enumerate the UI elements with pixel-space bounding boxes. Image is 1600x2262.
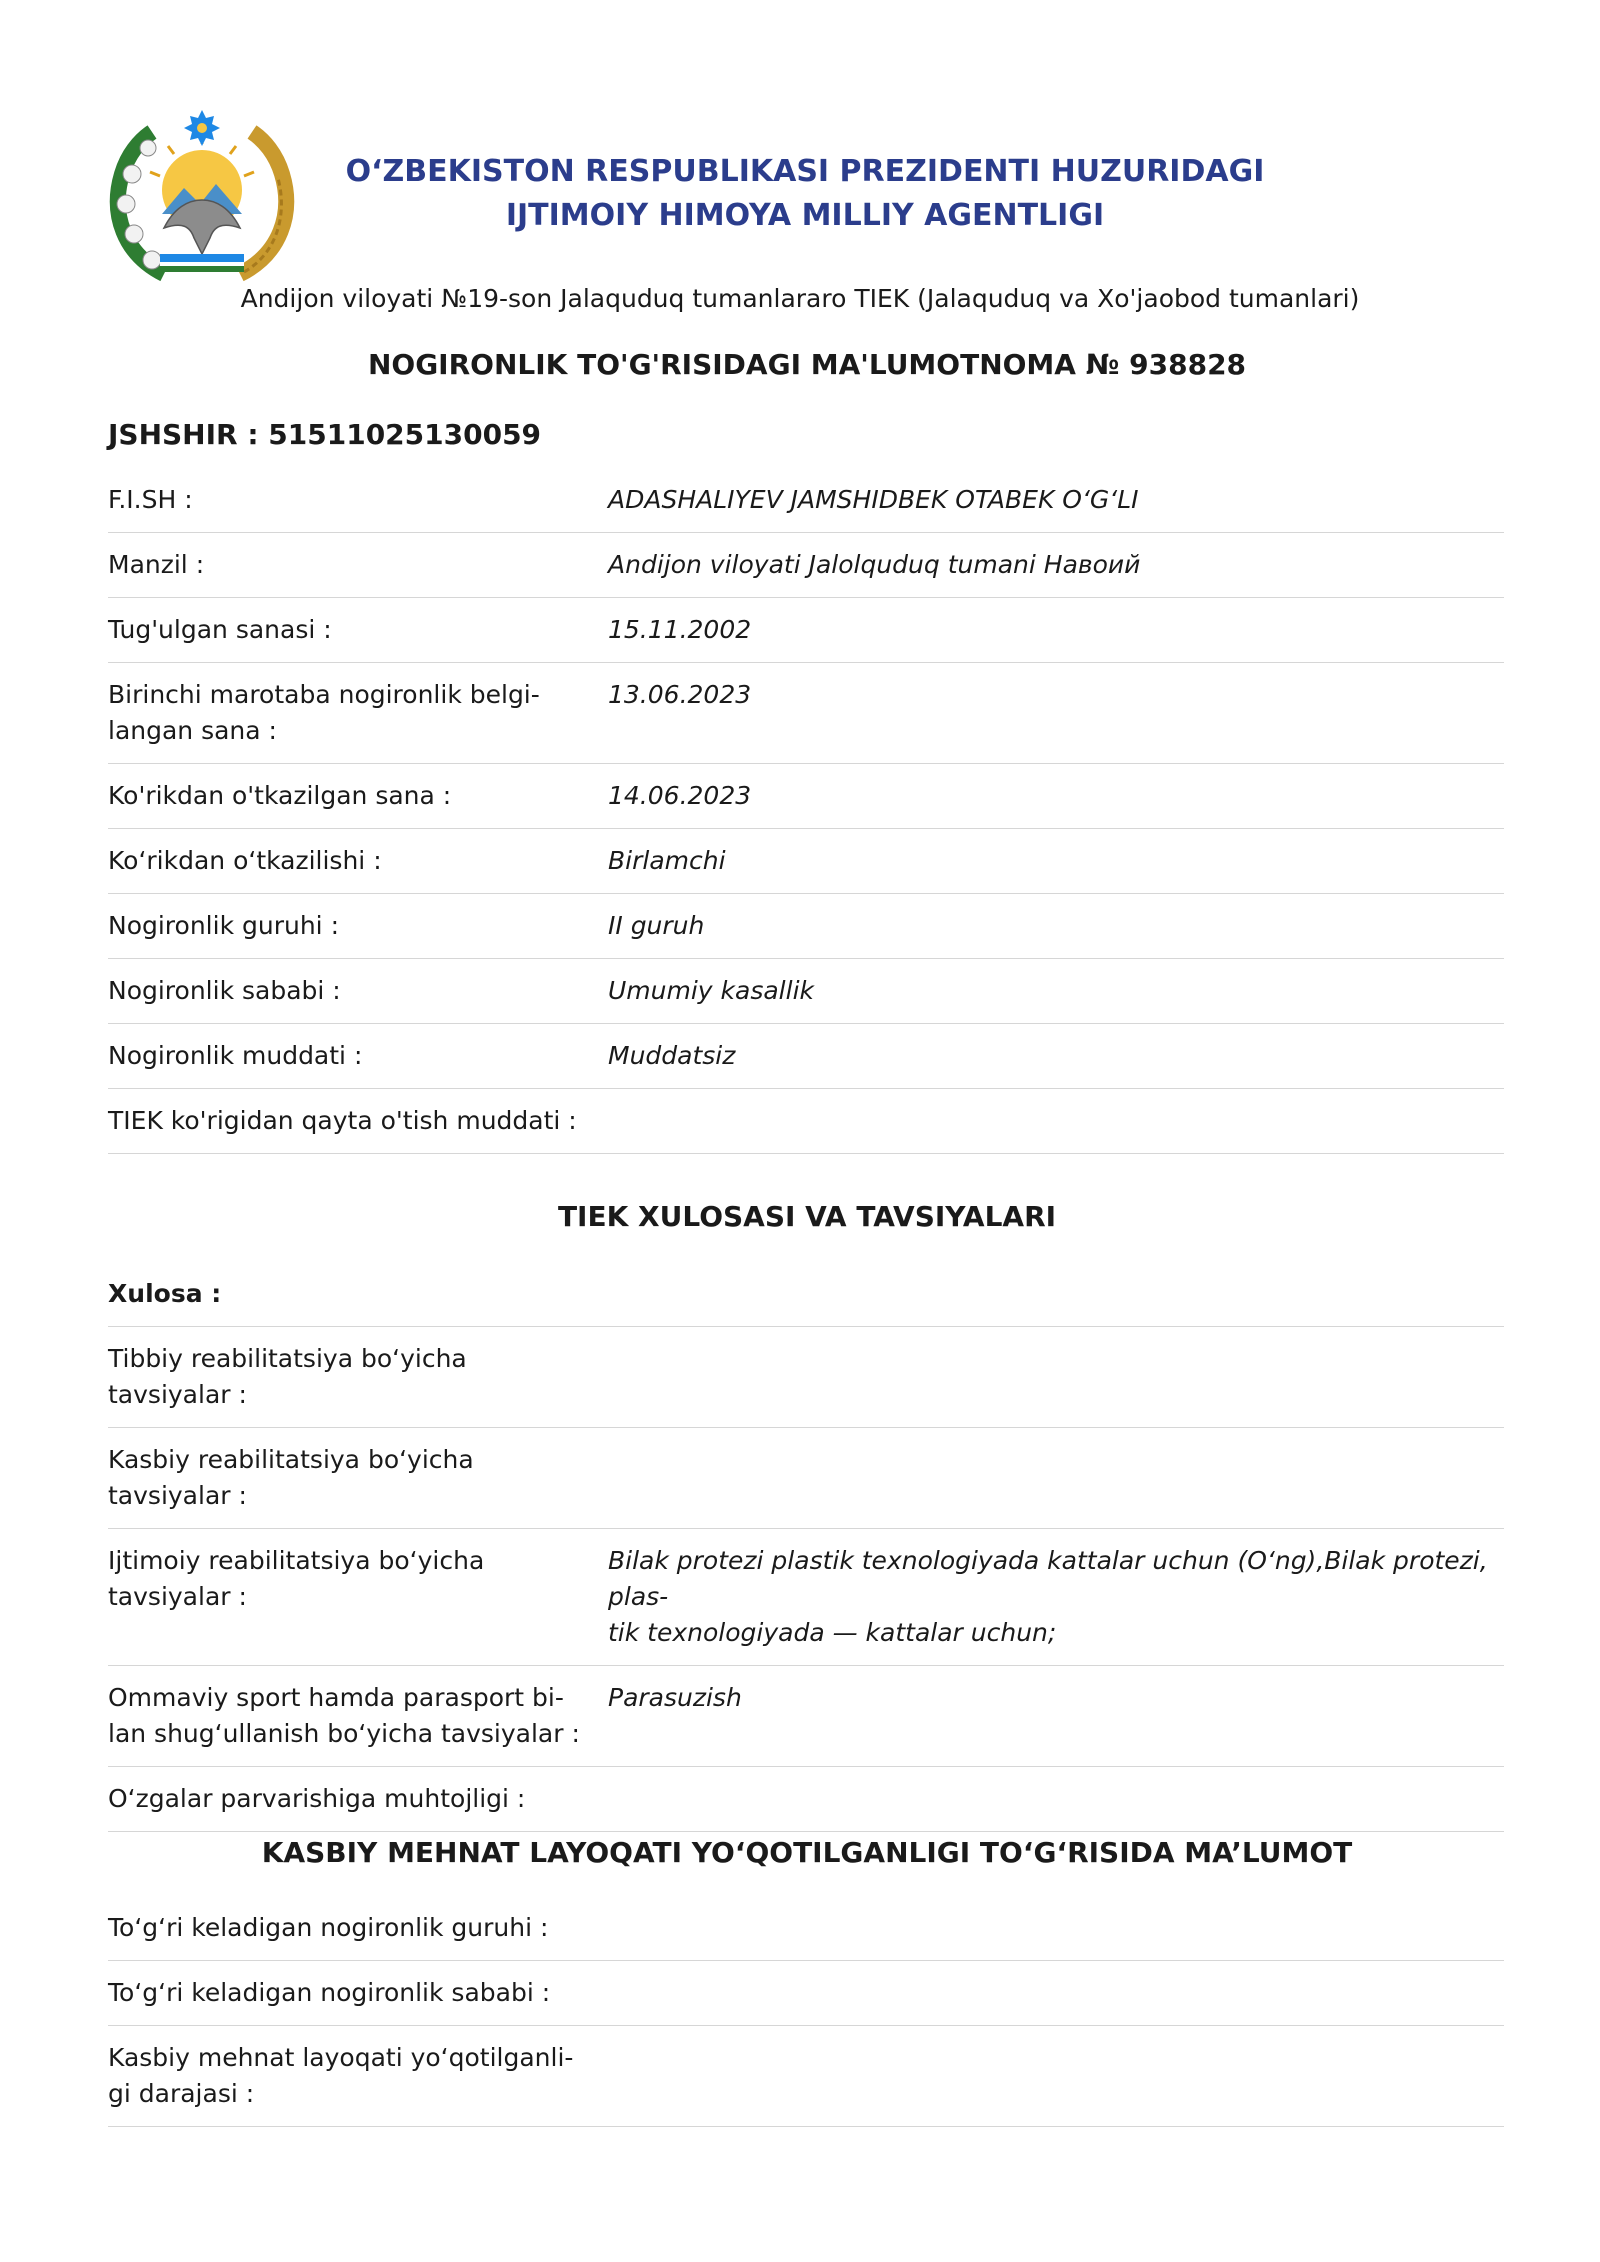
field-label: Xulosa : <box>108 1279 222 1308</box>
field-value <box>608 1428 1504 1528</box>
uzbekistan-state-emblem-icon <box>104 104 300 288</box>
personal-info-table <box>108 468 1504 1154</box>
table-row <box>108 1767 1504 1832</box>
field-value: Umumiy kasallik <box>608 976 814 1005</box>
document-title: NOGIRONLIK TO'G'RISIDAGI MA'LUMOTNOMA № 938828 <box>367 348 1247 381</box>
table-row <box>108 1529 1504 1666</box>
field-value: ADASHALIYEV JAMSHIDBEK OTABEK O‘G‘LI <box>608 485 1139 514</box>
table-row <box>108 1896 1504 1961</box>
field-value: Birlamchi <box>608 846 726 875</box>
field-value: Muddatsiz <box>608 1041 736 1070</box>
field-label: Kasbiy mehnat layoqati yo‘qotilganli- gi darajasi : <box>108 2043 574 2108</box>
field-value <box>608 1089 1504 1153</box>
field-value: 13.06.2023 <box>608 680 752 709</box>
table-row <box>108 894 1504 959</box>
work-capacity-table <box>108 1896 1504 2127</box>
field-label: Tibbiy reabilitatsiya bo‘yicha tavsiyalar : <box>108 1344 467 1409</box>
field-value: 15.11.2002 <box>608 615 752 644</box>
field-label: Ijtimoiy reabilitatsiya bo‘yicha tavsiyalar : <box>108 1546 485 1611</box>
table-row <box>108 1666 1504 1767</box>
field-value: 14.06.2023 <box>608 781 752 810</box>
field-label: Ko'rikdan o'tkazilgan sana : <box>108 781 452 810</box>
field-label: Nogironlik sababi : <box>108 976 341 1005</box>
table-row <box>108 764 1504 829</box>
organization-line-2: IJTIMOIY HIMOYA MILLIY AGENTLIGI <box>505 198 1105 233</box>
pin-number: JSHSHIR : 51511025130059 <box>108 418 542 451</box>
field-label: Manzil : <box>108 550 205 579</box>
table-row <box>108 1327 1504 1428</box>
field-value: Bilak protezi plastik texnologiyada kattalar uchun (O‘ng),Bilak protezi, plas- tik texnologiyada — kattalar uchun; <box>608 1546 1488 1647</box>
field-value <box>608 1767 1504 1831</box>
field-value: II guruh <box>608 911 705 940</box>
field-value: Parasuzish <box>608 1683 742 1712</box>
table-row <box>108 1024 1504 1089</box>
field-label: O‘zgalar parvarishiga muhtojligi : <box>108 1784 526 1813</box>
conclusion-table <box>108 1262 1504 1832</box>
table-row <box>108 959 1504 1024</box>
field-label: Nogironlik muddati : <box>108 1041 363 1070</box>
table-row <box>108 829 1504 894</box>
field-value <box>608 1327 1504 1427</box>
table-row <box>108 663 1504 764</box>
table-row <box>108 1428 1504 1529</box>
field-label: Nogironlik guruhi : <box>108 911 339 940</box>
table-row <box>108 1089 1504 1154</box>
table-row <box>108 1961 1504 2026</box>
organization-name <box>300 150 1310 238</box>
department-name: Andijon viloyati №19-son Jalaquduq tumanlararo TIEK (Jalaquduq va Xo'jaobod tumanlari) <box>240 284 1360 313</box>
field-label: Birinchi marotaba nogironlik belgi- langan sana : <box>108 680 540 745</box>
field-value <box>608 1961 1504 2025</box>
field-label: To‘g‘ri keladigan nogironlik guruhi : <box>108 1913 549 1942</box>
field-value: Andijon viloyati Jalolquduq tumani Навоий <box>608 550 1141 579</box>
field-value <box>608 2026 1504 2126</box>
field-value <box>608 1262 1504 1326</box>
table-row <box>108 468 1504 533</box>
field-label: Ommaviy sport hamda parasport bi- lan shug‘ullanish bo‘yicha tavsiyalar : <box>108 1683 580 1748</box>
table-row <box>108 1262 1504 1327</box>
field-label: Ko‘rikdan o‘tkazilishi : <box>108 846 382 875</box>
field-label: TIEK ko'rigidan qayta o'tish muddati : <box>108 1106 577 1135</box>
field-label: Tug'ulgan sanasi : <box>108 615 332 644</box>
field-value <box>608 1896 1504 1960</box>
field-label: To‘g‘ri keladigan nogironlik sababi : <box>108 1978 551 2007</box>
work-capacity-section-title: KASBIY MEHNAT LAYOQATI YO‘QOTILGANLIGI TO‘G‘RISIDA MA’LUMOT <box>261 1836 1353 1869</box>
field-label: Kasbiy reabilitatsiya bo‘yicha tavsiyalar : <box>108 1445 474 1510</box>
table-row <box>108 533 1504 598</box>
organization-line-1: O‘ZBEKISTON RESPUBLIKASI PREZIDENTI HUZURIDAGI <box>345 154 1265 189</box>
table-row <box>108 2026 1504 2127</box>
field-label: F.I.SH : <box>108 485 193 514</box>
table-row <box>108 598 1504 663</box>
conclusion-section-title: TIEK XULOSASI VA TAVSIYALARI <box>557 1200 1057 1233</box>
